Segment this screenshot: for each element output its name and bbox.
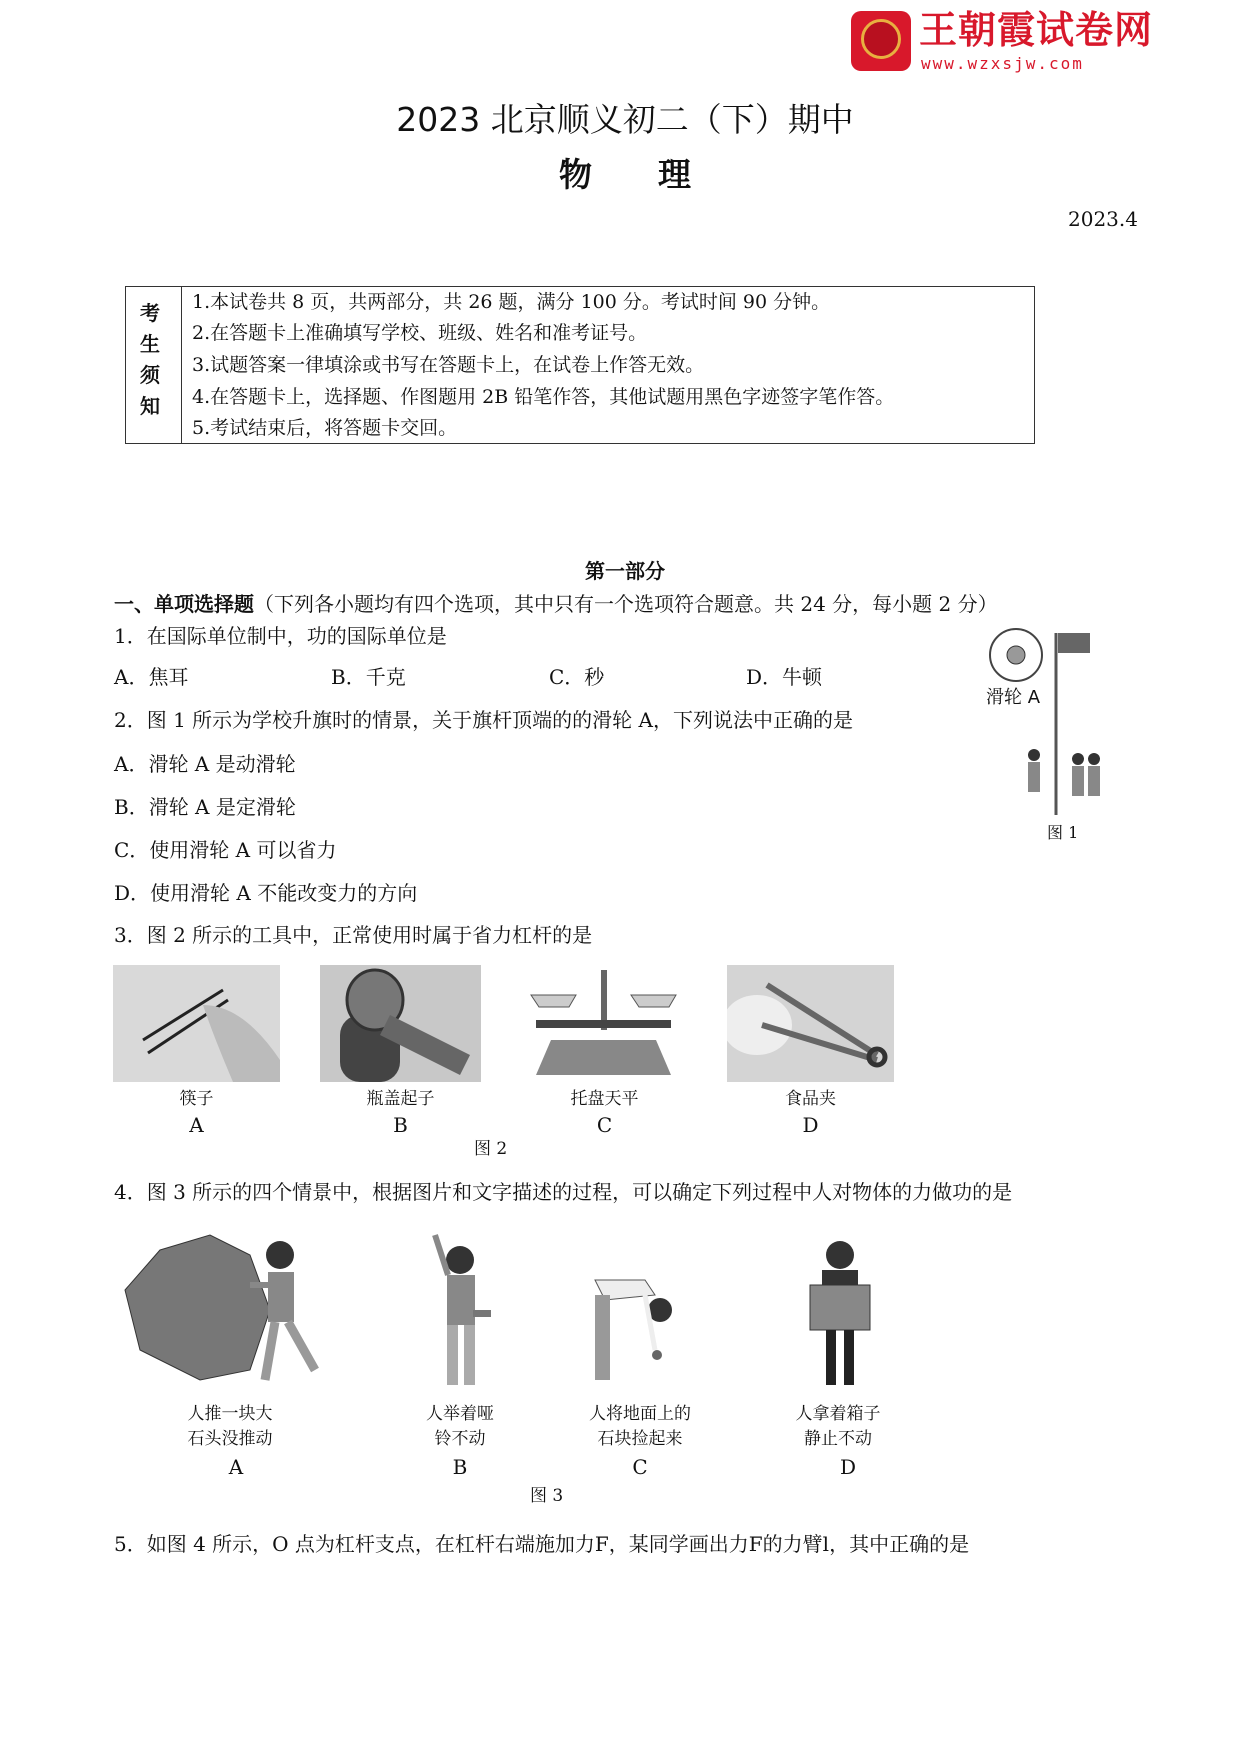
q2-option-a[interactable]: A．滑轮 A 是动滑轮 [114,752,296,776]
figure-1-label: 滑轮 A [986,687,1041,708]
q1-option-a[interactable]: A．焦耳 [114,665,189,689]
q3-option-a[interactable]: A [189,1113,204,1137]
q3-item-b-name: 瓶盖起子 [366,1089,435,1109]
q4-item-a-line1: 人推一块大 [187,1404,273,1424]
notice-item: 4.在答题卡上，选择题、作图题用 2B 铅笔作答，其他试题用黑色字迹签字笔作答。 [192,386,895,408]
logo-badge-icon [851,11,911,71]
figure-2-caption: 图 2 [474,1139,508,1159]
notice-item: 2.在答题卡上准确填写学校、班级、姓名和准考证号。 [192,322,648,344]
q3-option-c[interactable]: C [596,1113,613,1137]
holding-dumbbell-image [415,1230,505,1395]
section-heading [114,592,998,616]
food-tongs-image [727,965,894,1082]
notice-box [125,286,1035,444]
notice-label-char: 须 [140,363,160,387]
holding-box-image [790,1230,890,1395]
notice-item: 5.考试结束后，将答题卡交回。 [192,417,458,439]
q4-stem: 4．图 3 所示的四个情景中，根据图片和文字描述的过程，可以确定下列过程中人对物体的力做功的是 [114,1180,1013,1204]
q1-option-c[interactable]: C．秒 [549,665,605,689]
q2-stem: 2．图 1 所示为学校升旗时的情景，关于旗杆顶端的的滑轮 A，下列说法中正确的是 [114,708,853,732]
exam-subject: 物 理 [559,155,691,194]
notice-label-char: 考 [140,301,160,325]
balance-scale-image [521,965,688,1082]
picking-stone-image [585,1270,685,1390]
q3-stem: 3．图 2 所示的工具中，正常使用时属于省力杠杆的是 [114,923,593,947]
brand-name: 王朝霞试卷网 [919,8,1154,52]
bottle-opener-image [320,965,481,1082]
q5-stem: 5．如图 4 所示，O 点为杠杆支点，在杠杆右端施加力F，某同学画出力F的力臂l，其中正确的是 [114,1532,970,1556]
chopsticks-image [113,965,280,1082]
section-note: （下列各小题均有四个选项，其中只有一个选项符合题意。共 24 分，每小题 2 分） [254,592,998,616]
q1-stem: 1．在国际单位制中，功的国际单位是 [114,624,447,648]
q4-item-c-line2: 石块捡起来 [597,1429,683,1449]
q4-item-b-line2: 铃不动 [434,1429,486,1449]
q3-option-b[interactable]: B [393,1113,408,1137]
q3-item-c-name: 托盘天平 [570,1089,639,1109]
notice-label-char: 知 [140,394,160,418]
q3-item-a-name: 筷子 [179,1089,214,1109]
q3-item-d-name: 食品夹 [785,1089,836,1109]
q4-item-b-line1: 人举着哑 [426,1404,494,1424]
notice-label [126,287,182,443]
q4-option-b[interactable]: B [452,1455,468,1479]
exam-title: 2023 北京顺义初二（下）期中 [396,100,854,139]
q4-item-c-line1: 人将地面上的 [589,1404,691,1424]
exam-date: 2023.4 [1068,207,1138,231]
brand-logo[interactable] [851,8,1161,73]
pushing-rock-image [120,1230,340,1395]
q3-option-d[interactable]: D [802,1113,819,1137]
q4-item-d-line2: 静止不动 [804,1429,872,1449]
notice-label-char: 生 [140,332,160,356]
q2-option-c[interactable]: C．使用滑轮 A 可以省力 [114,838,337,862]
q1-option-d[interactable]: D．牛顿 [746,665,823,689]
q4-option-d[interactable]: D [839,1455,857,1479]
part-heading: 第一部分 [585,559,665,583]
figure-1-caption: 图 1 [1047,823,1079,842]
q4-option-a[interactable]: A [228,1455,244,1479]
brand-url: www.wzxsjw.com [921,54,1084,73]
q4-item-d-line1: 人拿着箱子 [795,1404,881,1424]
q1-option-b[interactable]: B．千克 [331,665,406,689]
figure-3-caption: 图 3 [530,1486,564,1506]
figure-1-flagpole [986,625,1110,823]
notice-item: 1.本试卷共 8 页，共两部分，共 26 题，满分 100 分。考试时间 90 分钟。 [192,291,831,313]
notice-item: 3.试题答案一律填涂或书写在答题卡上，在试卷上作答无效。 [192,354,705,376]
q2-option-b[interactable]: B．滑轮 A 是定滑轮 [114,795,296,819]
q2-option-d[interactable]: D．使用滑轮 A 不能改变力的方向 [114,881,418,905]
q4-item-a-line2: 石头没推动 [187,1429,273,1449]
section-title: 一、单项选择题 [114,592,254,616]
q4-option-c[interactable]: C [632,1455,648,1479]
